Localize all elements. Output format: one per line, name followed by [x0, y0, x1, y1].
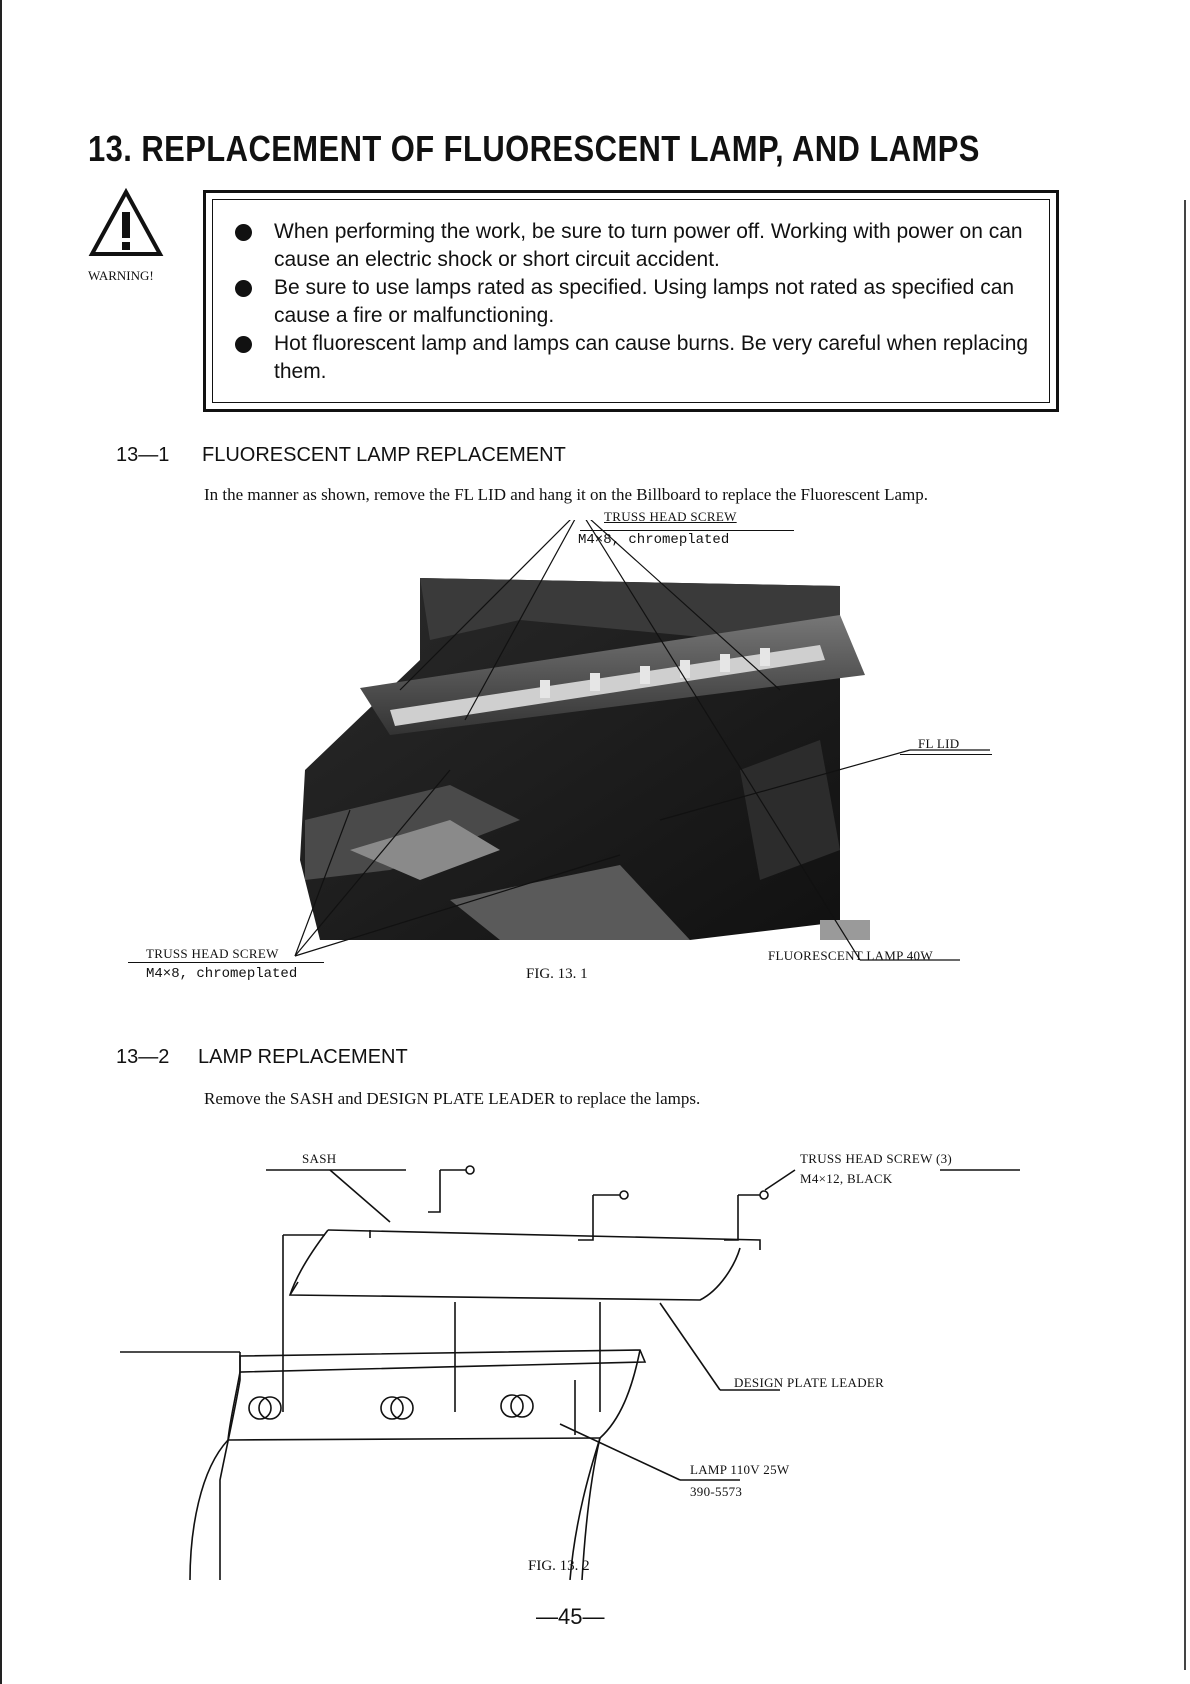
label-lamp-part-number: 390-5573	[690, 1484, 743, 1499]
section-text: In the manner as shown, remove the FL LID and hang it on the Billboard to replace the Fluorescent Lamp.	[204, 485, 929, 504]
figure-13-1-photo	[120, 520, 1100, 990]
label-fl-lid: FL LID	[918, 736, 960, 751]
label-design-plate-leader: DESIGN PLATE LEADER	[734, 1375, 885, 1390]
page-edge-left	[0, 0, 2, 1684]
warning-item: When performing the work, be sure to turn power off. Working with power on can cause an electric shock or short circuit accident.	[232, 218, 1042, 274]
divider	[900, 754, 992, 755]
label-truss-screw: TRUSS HEAD SCREW (3)	[800, 1151, 953, 1166]
label-truss-screw-spec: M4×12, BLACK	[800, 1171, 893, 1186]
label-truss-screw-bottom: TRUSS HEAD SCREW	[146, 946, 279, 961]
bullet-icon	[235, 280, 252, 297]
warning-list	[232, 218, 1042, 386]
warning-triangle-icon	[88, 188, 164, 264]
page-number: —45—	[536, 1604, 605, 1629]
warning-item: Be sure to use lamps rated as specified. Using lamps not rated as specified can cause a fire or malfunctioning.	[232, 274, 1042, 330]
bullet-icon	[235, 336, 252, 353]
page-title: 13. REPLACEMENT OF FLUORESCENT LAMP, AND LAMPS	[88, 128, 980, 169]
bullet-icon	[235, 224, 252, 241]
warning-label: WARNING!	[88, 268, 154, 283]
label-fluorescent-lamp: FLUORESCENT LAMP 40W	[768, 948, 933, 963]
warning-item: Hot fluorescent lamp and lamps can cause burns. Be very careful when replacing them.	[232, 330, 1042, 386]
figure-13-2-drawing	[120, 1150, 1100, 1580]
label-lamp: LAMP 110V 25W	[690, 1462, 790, 1477]
divider	[128, 962, 324, 963]
label-truss-screw-top: TRUSS HEAD SCREW	[604, 509, 737, 524]
section-number: 13—1	[116, 444, 170, 466]
label-truss-screw-top-spec: M4×8, chromeplated	[578, 532, 730, 548]
label-truss-screw-bottom-spec: M4×8, chromeplated	[146, 966, 298, 982]
section-number: 13—2	[116, 1046, 170, 1068]
figure-caption: FIG. 13. 2	[528, 1558, 590, 1574]
section-title: LAMP REPLACEMENT	[198, 1046, 408, 1068]
section-text: Remove the SASH and DESIGN PLATE LEADER to replace the lamps.	[204, 1089, 701, 1108]
label-sash: SASH	[302, 1151, 337, 1166]
figure-caption: FIG. 13. 1	[526, 966, 588, 982]
divider	[580, 530, 794, 531]
page-edge-right	[1184, 200, 1186, 1670]
section-title: FLUORESCENT LAMP REPLACEMENT	[202, 444, 566, 466]
